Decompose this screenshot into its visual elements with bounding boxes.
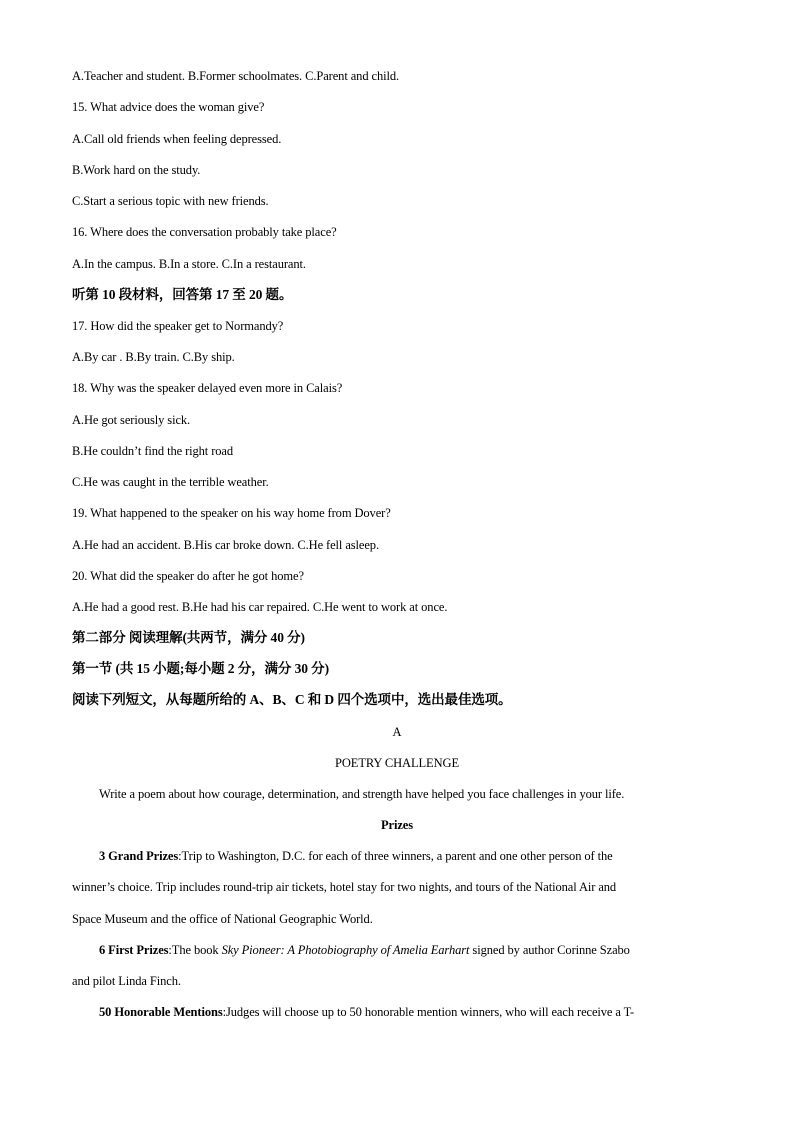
first-prizes-line xyxy=(99,942,630,958)
book-title: Sky Pioneer: A Photobiography of Amelia Earhart xyxy=(221,943,470,957)
first-prizes-post: signed by author Corinne Szabo xyxy=(469,943,630,957)
q15-question: 15. What advice does the woman give? xyxy=(72,100,265,114)
section-one-heading: 第一节 (共 15 小题;每小题 2 分，满分 30 分) xyxy=(72,661,329,676)
grand-prizes-text-3: Space Museum and the office of National Geographic World. xyxy=(72,912,373,926)
q18-option-c: C.He was caught in the terrible weather. xyxy=(72,475,269,489)
q15-option-c: C.Start a serious topic with new friends. xyxy=(72,194,269,208)
grand-prizes-text-2: winner’s choice. Trip includes round-trip air tickets, hotel stay for two nights, and tours of the National Air and xyxy=(72,880,617,894)
q19-options: A.He had an accident. B.His car broke down. C.He fell asleep. xyxy=(72,538,379,552)
q14-options: A.Teacher and student. B.Former schoolmates. C.Parent and child. xyxy=(72,69,400,83)
q18-option-b: B.He couldn’t find the right road xyxy=(72,444,234,458)
first-prizes-pre: :The book xyxy=(168,943,222,957)
grand-prizes-label: 3 Grand Prizes xyxy=(99,849,179,863)
q15-option-b: B.Work hard on the study. xyxy=(72,163,201,177)
q17-options: A.By car . B.By train. C.By ship. xyxy=(72,350,235,364)
q20-options: A.He had a good rest. B.He had his car repaired. C.He went to work at once. xyxy=(72,600,448,614)
q16-question: 16. Where does the conversation probably take place? xyxy=(72,225,337,239)
q19-question: 19. What happened to the speaker on his way home from Dover? xyxy=(72,506,391,520)
part-two-heading: 第二部分 阅读理解(共两节，满分 40 分) xyxy=(72,630,305,645)
passage-title: POETRY CHALLENGE xyxy=(335,756,459,770)
q18-question: 18. Why was the speaker delayed even more in Calais? xyxy=(72,381,343,395)
q17-question: 17. How did the speaker get to Normandy? xyxy=(72,319,284,333)
honorable-mentions-label: 50 Honorable Mentions xyxy=(99,1005,223,1019)
grand-prizes-line xyxy=(99,848,613,864)
reading-instruction: 阅读下列短文，从每题所给的 A、B、C 和 D 四个选项中，选出最佳选项。 xyxy=(72,692,512,707)
q16-options: A.In the campus. B.In a store. C.In a restaurant. xyxy=(72,257,306,271)
q20-question: 20. What did the speaker do after he got home? xyxy=(72,569,304,583)
q18-option-a: A.He got seriously sick. xyxy=(72,413,191,427)
passage-intro: Write a poem about how courage, determination, and strength have helped you face challenges in your life. xyxy=(99,787,625,801)
q15-option-a: A.Call old friends when feeling depressed. xyxy=(72,132,282,146)
first-prizes-label: 6 First Prizes xyxy=(99,943,169,957)
passage-letter: A xyxy=(392,725,402,739)
section-10-instruction: 听第 10 段材料，回答第 17 至 20 题。 xyxy=(72,287,293,302)
first-prizes-text-2: and pilot Linda Finch. xyxy=(72,974,181,988)
honorable-mentions-text: :Judges will choose up to 50 honorable mention winners, who will each receive a T- xyxy=(222,1005,635,1019)
grand-prizes-text: :Trip to Washington, D.C. for each of three winners, a parent and one other person of the xyxy=(178,849,613,863)
prizes-heading: Prizes xyxy=(380,818,414,832)
honorable-mentions-line xyxy=(99,1004,634,1020)
